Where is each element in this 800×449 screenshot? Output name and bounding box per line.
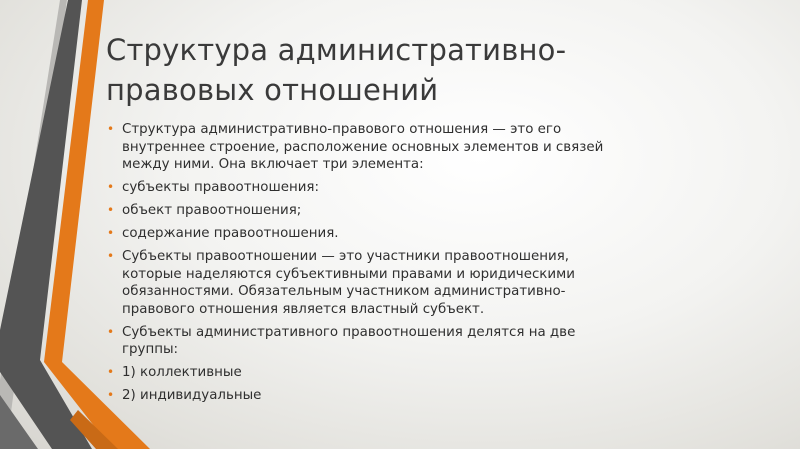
bullet-text-line: Субъекты правоотношении — это участники правоотношения,: [122, 249, 570, 264]
bullet-item: [104, 387, 714, 405]
slide-title: [106, 30, 706, 110]
slide-title-line-1: Структура административно-: [106, 33, 567, 67]
bullet-text-line: правового отношения является властный субъект.: [122, 301, 485, 317]
bullet-item: [104, 121, 714, 174]
bullet-dot-icon: •: [107, 203, 115, 217]
bullet-dot-icon: •: [107, 249, 115, 263]
bullet-item: [104, 179, 714, 197]
bullet-text-line: 1) коллективные: [122, 365, 242, 380]
bullet-dot-icon: •: [107, 122, 115, 136]
bullet-item: [104, 324, 714, 359]
bullet-dot-icon: •: [107, 388, 115, 402]
bullet-dot-icon: •: [107, 180, 115, 194]
bullet-text-line: содержание правоотношения.: [122, 226, 339, 241]
bullet-item: [104, 225, 714, 243]
bullet-text-line: Субъекты административного правоотношения делятся на две: [122, 324, 576, 340]
bullet-item: [104, 248, 714, 318]
bullet-list: [104, 121, 714, 410]
bullet-dot-icon: •: [107, 365, 115, 379]
bullet-text-line: субъекты правоотношения:: [122, 180, 319, 195]
bullet-item: [104, 364, 714, 382]
bullet-text-line: группы:: [122, 342, 179, 357]
bullet-text-line: 2) индивидуальные: [122, 388, 262, 403]
bullet-text-line: внутреннее строение, расположение основных элементов и связей: [122, 139, 604, 155]
bullet-dot-icon: •: [107, 226, 115, 240]
bullet-item: [104, 202, 714, 220]
slide-title-line-2: правовых отношений: [106, 73, 439, 107]
bullet-text-line: между ними. Она включает три элемента:: [122, 157, 424, 172]
bullet-dot-icon: •: [107, 324, 115, 339]
bullet-text-line: которые наделяются субъективными правами и юридическими: [122, 266, 575, 282]
bullet-text-line: обязанностями. Обязательным участником административно-: [122, 284, 566, 299]
bullet-text-line: Структура административно-правового отношения — это его: [122, 122, 562, 137]
bullet-text-line: объект правоотношения;: [122, 203, 302, 218]
